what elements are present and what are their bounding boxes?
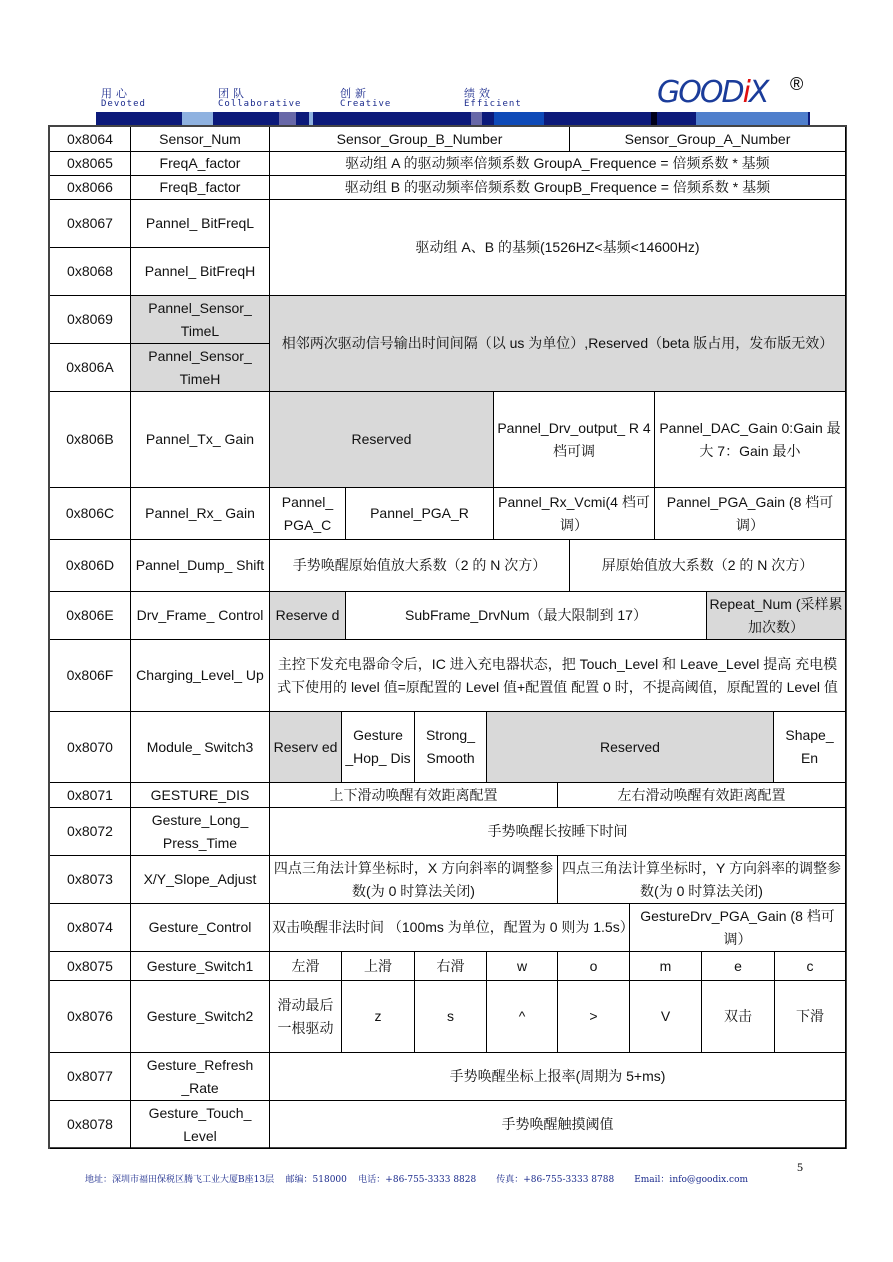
register-name: Drv_Frame_ Control xyxy=(131,592,270,640)
register-field: 驱动组 A 的驱动频率倍频系数 GroupA_Frequence = 倍频系数 * 基频 xyxy=(270,152,846,176)
register-field: Sensor_Group_A_Number xyxy=(570,127,846,152)
page-number: 5 xyxy=(797,1160,803,1174)
register-address: 0x8070 xyxy=(50,712,131,783)
register-address: 0x8064 xyxy=(50,127,131,152)
register-field: Reserv ed xyxy=(270,712,342,783)
register-address: 0x806C xyxy=(50,488,131,540)
motto-efficient: 绩效 Efficient xyxy=(464,87,522,109)
register-name: X/Y_Slope_Adjust xyxy=(131,856,270,904)
header-bar-segment xyxy=(213,112,279,125)
register-field: Reserve d xyxy=(270,592,346,640)
gesture-bit: 双击 xyxy=(702,981,775,1053)
register-field: Pannel_Drv_output_ R 4 档可调 xyxy=(494,392,655,488)
register-address: 0x806A xyxy=(50,344,131,392)
register-field: 主控下发充电器命令后，IC 进入充电器状态，把 Touch_Level 和 Leave_Level 提高 充电模式下使用的 level 值=原配置的 Level 值+配置值 配置 0 时，不提高阈值，原配置的 Level 值 xyxy=(270,640,846,712)
register-field: Pannel_DAC_Gain 0:Gain 最大 7：Gain 最小 xyxy=(655,392,846,488)
register-name: Pannel_Sensor_ TimeH xyxy=(131,344,270,392)
header-bar-segment xyxy=(808,112,810,125)
registered-mark: ® xyxy=(790,74,804,94)
register-field: GestureDrv_PGA_Gain (8 档可调） xyxy=(630,904,846,952)
register-address: 0x806F xyxy=(50,640,131,712)
register-field: 手势唤醒原始值放大系数（2 的 N 次方） xyxy=(270,540,570,592)
register-name: Charging_Level_ Up xyxy=(131,640,270,712)
motto-devoted: 用心 Devoted xyxy=(101,87,146,109)
header-bar-segment xyxy=(494,112,544,125)
register-address: 0x8077 xyxy=(50,1053,131,1101)
register-field: 左右滑动唤醒有效距离配置 xyxy=(558,783,846,808)
register-name: FreqA_factor xyxy=(131,152,270,176)
register-field: Repeat_Num (采样累加次数） xyxy=(707,592,846,640)
register-field: 四点三角法计算坐标时，X 方向斜率的调整参数(为 0 时算法关闭) xyxy=(270,856,558,904)
register-name: Gesture_Touch_ Level xyxy=(131,1101,270,1149)
register-field: 手势唤醒触摸阈值 xyxy=(270,1101,846,1149)
header-bar-segment xyxy=(657,112,696,125)
register-field: Pannel_ PGA_C xyxy=(270,488,346,540)
header-bar-segment xyxy=(279,112,296,125)
register-field: Pannel_PGA_R xyxy=(346,488,494,540)
gesture-bit: s xyxy=(415,981,487,1053)
register-name: Gesture_Switch2 xyxy=(131,981,270,1053)
register-field: 手势唤醒长按睡下时间 xyxy=(270,808,846,856)
register-field: 手势唤醒坐标上报率(周期为 5+ms) xyxy=(270,1053,846,1101)
header-bar-segment xyxy=(296,112,309,125)
register-address: 0x8073 xyxy=(50,856,131,904)
gesture-bit: w xyxy=(487,952,558,981)
gesture-bit: z xyxy=(342,981,415,1053)
register-field: 上下滑动唤醒有效距离配置 xyxy=(270,783,558,808)
register-field: Pannel_Rx_Vcmi(4 档可调） xyxy=(494,488,655,540)
register-address: 0x8068 xyxy=(50,248,131,296)
register-name: FreqB_factor xyxy=(131,176,270,200)
register-name: Pannel_ BitFreqL xyxy=(131,200,270,248)
gesture-bit: ^ xyxy=(487,981,558,1053)
register-field: SubFrame_DrvNum（最大限制到 17） xyxy=(346,592,707,640)
register-field: 双击唤醒非法时间 （100ms 为单位，配置为 0 则为 1.5s） xyxy=(270,904,630,952)
register-address: 0x8076 xyxy=(50,981,131,1053)
header-bar-segment xyxy=(182,112,213,125)
header-bar-segment xyxy=(471,112,482,125)
header-bar-segment xyxy=(544,112,651,125)
gesture-bit: o xyxy=(558,952,630,981)
register-field: Strong_ Smooth xyxy=(415,712,487,783)
gesture-bit: 右滑 xyxy=(415,952,487,981)
register-address: 0x806B xyxy=(50,392,131,488)
register-name: Gesture_Switch1 xyxy=(131,952,270,981)
register-name: Pannel_ BitFreqH xyxy=(131,248,270,296)
register-name: Gesture_Long_ Press_Time xyxy=(131,808,270,856)
register-name: Pannel_Sensor_ TimeL xyxy=(131,296,270,344)
register-address: 0x8069 xyxy=(50,296,131,344)
register-field: Shape_ En xyxy=(774,712,846,783)
register-address: 0x8078 xyxy=(50,1101,131,1149)
register-name: Pannel_Rx_ Gain xyxy=(131,488,270,540)
register-field: 屏原始值放大系数（2 的 N 次方） xyxy=(570,540,846,592)
header-bar-segment xyxy=(313,112,471,125)
gesture-bit: c xyxy=(775,952,846,981)
register-address: 0x8066 xyxy=(50,176,131,200)
register-name: Gesture_Control xyxy=(131,904,270,952)
register-address: 0x8074 xyxy=(50,904,131,952)
gesture-bit: 下滑 xyxy=(775,981,846,1053)
motto-collaborative: 团队 Collaborative xyxy=(218,87,302,109)
register-field: Pannel_PGA_Gain (8 档可调） xyxy=(655,488,846,540)
register-name: Pannel_Tx_ Gain xyxy=(131,392,270,488)
register-address: 0x806D xyxy=(50,540,131,592)
register-address: 0x8072 xyxy=(50,808,131,856)
register-address: 0x8065 xyxy=(50,152,131,176)
gesture-bit: 上滑 xyxy=(342,952,415,981)
register-name: Gesture_Refresh _Rate xyxy=(131,1053,270,1101)
register-field: Sensor_Group_B_Number xyxy=(270,127,570,152)
gesture-bit: 滑动最后一根驱动 xyxy=(270,981,342,1053)
header-bar-segment xyxy=(696,112,808,125)
register-address: 0x8071 xyxy=(50,783,131,808)
register-field: Gesture _Hop_ Dis xyxy=(342,712,415,783)
footer-contact: 地址：深圳市福田保税区腾飞工业大厦B座13层 邮编：518000 电话：+86-755-3333 8828 传真：+86-755-3333 8788 Email：info@goodix.com xyxy=(85,1175,749,1185)
register-desc: 相邻两次驱动信号输出时间间隔（以 us 为单位）,Reserved（beta 版占用，发布版无效） xyxy=(270,296,846,392)
header-bar-segment xyxy=(482,112,494,125)
register-field: 驱动组 B 的驱动频率倍频系数 GroupB_Frequence = 倍频系数 * 基频 xyxy=(270,176,846,200)
gesture-bit: V xyxy=(630,981,702,1053)
gesture-bit: 左滑 xyxy=(270,952,342,981)
register-name: Module_ Switch3 xyxy=(131,712,270,783)
register-address: 0x8067 xyxy=(50,200,131,248)
gesture-bit: e xyxy=(702,952,775,981)
gesture-bit: > xyxy=(558,981,630,1053)
register-address: 0x806E xyxy=(50,592,131,640)
goodix-logo: GOODiX xyxy=(657,75,768,110)
register-address: 0x8075 xyxy=(50,952,131,981)
header-bar-segment xyxy=(96,112,182,125)
register-desc: 驱动组 A、B 的基频(1526HZ<基频<14600Hz) xyxy=(270,200,846,296)
register-field: 四点三角法计算坐标时，Y 方向斜率的调整参数(为 0 时算法关闭) xyxy=(558,856,846,904)
motto-creative: 创新 Creative xyxy=(340,87,392,109)
register-name: Pannel_Dump_ Shift xyxy=(131,540,270,592)
register-name: GESTURE_DIS xyxy=(131,783,270,808)
register-name: Sensor_Num xyxy=(131,127,270,152)
register-field: Reserved xyxy=(487,712,774,783)
gesture-bit: m xyxy=(630,952,702,981)
register-field: Reserved xyxy=(270,392,494,488)
